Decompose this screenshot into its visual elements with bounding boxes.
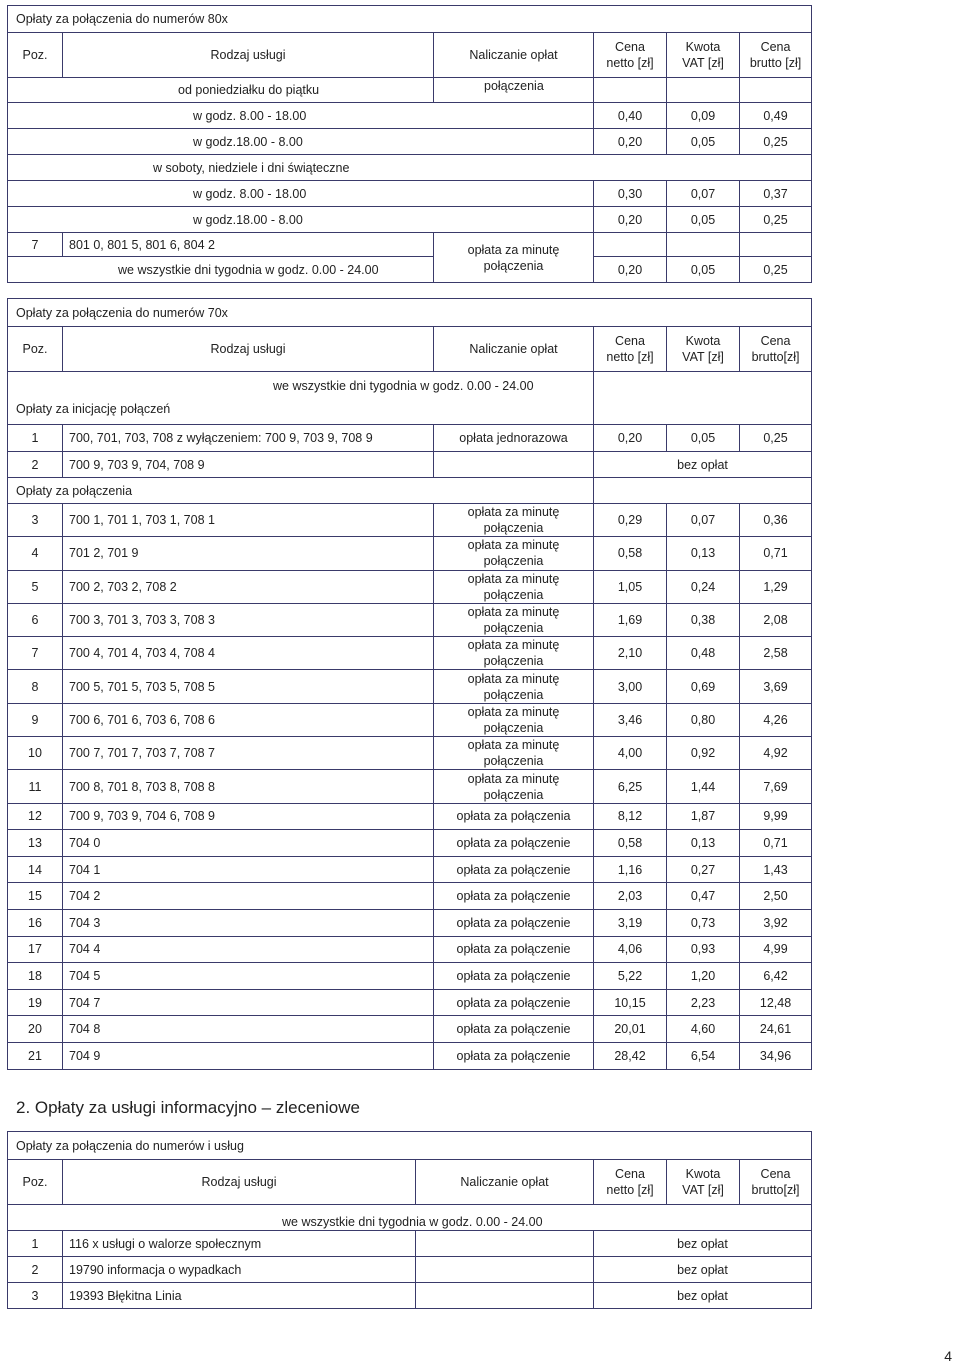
row-poz: 20 xyxy=(8,1016,63,1043)
price-netto: 20,01 xyxy=(594,1016,667,1043)
row-poz: 10 xyxy=(8,737,63,770)
price-vat: 0,73 xyxy=(667,910,740,937)
row-numbers: 704 3 xyxy=(63,910,434,937)
price-netto: 2,10 xyxy=(594,637,667,670)
table-row xyxy=(8,1016,812,1043)
price-vat: 0,47 xyxy=(667,883,740,910)
price-brutto: 4,26 xyxy=(740,703,812,736)
naliczanie-line: połączenia xyxy=(483,754,544,769)
price-free: bez opłat xyxy=(594,1257,812,1283)
price-brutto: 0,49 xyxy=(740,103,812,129)
price-netto: 1,05 xyxy=(594,570,667,603)
col-vat: Kwota VAT [zł] xyxy=(667,1160,740,1205)
table-row xyxy=(8,803,812,830)
table-row xyxy=(8,1283,812,1309)
price-vat: 0,38 xyxy=(667,603,740,636)
row-numbers: 700 8, 701 8, 703 8, 708 8 xyxy=(63,770,434,803)
price-brutto: 7,69 xyxy=(740,770,812,803)
table-row xyxy=(8,1043,812,1070)
table-row xyxy=(8,737,812,770)
price-brutto: 1,43 xyxy=(740,856,812,883)
price-netto: 3,46 xyxy=(594,703,667,736)
table-row xyxy=(8,670,812,703)
table-row xyxy=(8,504,812,537)
naliczanie-cell: połączenia xyxy=(434,78,594,103)
row-numbers: 704 0 xyxy=(63,830,434,857)
table-70x xyxy=(7,298,812,1070)
col-netto: Cena netto [zł] xyxy=(594,33,667,78)
price-brutto: 6,42 xyxy=(740,963,812,990)
row-numbers: 704 9 xyxy=(63,1043,434,1070)
price-netto: 0,30 xyxy=(594,181,667,207)
table-row xyxy=(8,989,812,1016)
col-vat: Kwota VAT [zł] xyxy=(667,33,740,78)
naliczanie-cell xyxy=(434,703,594,736)
naliczanie-cell xyxy=(434,670,594,703)
row-numbers: 704 5 xyxy=(63,963,434,990)
col-brutto: Cena brutto[zł] xyxy=(740,1160,812,1205)
price-brutto: 0,25 xyxy=(740,257,812,283)
price-brutto: 12,48 xyxy=(740,989,812,1016)
table-row xyxy=(8,830,812,857)
price-free: bez opłat xyxy=(594,452,812,478)
row-name: 19790 informacja o wypadkach xyxy=(63,1257,416,1283)
table-row xyxy=(8,770,812,803)
table-row xyxy=(8,1231,812,1257)
naliczanie-cell: opłata jednorazowa xyxy=(434,425,594,452)
row-poz: 2 xyxy=(8,1257,63,1283)
price-vat: 0,07 xyxy=(667,504,740,537)
row-weekend-label: w soboty, niedziele i dni świąteczne xyxy=(8,155,812,181)
table-row xyxy=(8,856,812,883)
price-netto: 3,00 xyxy=(594,670,667,703)
price-netto: 10,15 xyxy=(594,989,667,1016)
col-rodzaj: Rodzaj usługi xyxy=(63,33,434,78)
price-netto: 0,29 xyxy=(594,504,667,537)
col-netto: Cena netto [zł] xyxy=(594,327,667,372)
naliczanie-cell xyxy=(416,1283,594,1309)
naliczanie-cell: opłata za połączenie xyxy=(434,963,594,990)
naliczanie-line: połączenia xyxy=(483,720,544,735)
price-vat: 1,87 xyxy=(667,803,740,830)
price-netto: 6,25 xyxy=(594,770,667,803)
naliczanie-cell: opłata za połączenia xyxy=(434,803,594,830)
naliczanie-cell xyxy=(416,1231,594,1257)
naliczanie-line: opłata za minutę xyxy=(467,605,560,620)
naliczanie-cell xyxy=(434,603,594,636)
row-label: w godz. 8.00 - 18.00 xyxy=(8,103,594,129)
row-numbers: 704 7 xyxy=(63,989,434,1016)
row-when: we wszystkie dni tygodnia w godz. 0.00 - 24.00 xyxy=(273,379,534,393)
price-vat: 0,93 xyxy=(667,936,740,963)
naliczanie-line: opłata za minutę xyxy=(467,505,560,520)
price-vat: 0,80 xyxy=(667,703,740,736)
row-poz: 7 xyxy=(8,637,63,670)
naliczanie-line: opłata za minutę xyxy=(467,738,560,753)
price-brutto: 0,71 xyxy=(740,830,812,857)
price-netto: 0,58 xyxy=(594,830,667,857)
price-netto: 1,69 xyxy=(594,603,667,636)
price-netto: 5,22 xyxy=(594,963,667,990)
naliczanie-cell: opłata za połączenie xyxy=(434,910,594,937)
price-brutto: 0,25 xyxy=(740,207,812,233)
col-naliczanie: Naliczanie opłat xyxy=(434,33,594,78)
naliczanie-line: opłata za minutę xyxy=(467,704,560,719)
price-vat: 0,24 xyxy=(667,570,740,603)
naliczanie-cell: opłata za połączenie xyxy=(434,936,594,963)
row-poz: 1 xyxy=(8,1231,63,1257)
table-row xyxy=(8,910,812,937)
col-brutto: Cena brutto [zł] xyxy=(740,33,812,78)
price-vat: 0,48 xyxy=(667,637,740,670)
price-netto: 0,20 xyxy=(594,129,667,155)
price-brutto: 0,37 xyxy=(740,181,812,207)
row-poz: 19 xyxy=(8,989,63,1016)
row-poz: 12 xyxy=(8,803,63,830)
price-netto: 3,19 xyxy=(594,910,667,937)
row-numbers: 700 9, 703 9, 704, 708 9 xyxy=(63,452,434,478)
col-poz: Poz. xyxy=(8,327,63,372)
price-netto: 8,12 xyxy=(594,803,667,830)
price-netto: 1,16 xyxy=(594,856,667,883)
price-vat: 0,27 xyxy=(667,856,740,883)
row-when: we wszystkie dni tygodnia w godz. 0.00 - 24.00 xyxy=(8,257,434,283)
row-label: w godz. 8.00 - 18.00 xyxy=(8,181,594,207)
table-title: Opłaty za połączenia do numerów 70x xyxy=(8,299,812,327)
price-vat: 0,05 xyxy=(667,207,740,233)
price-brutto: 0,25 xyxy=(740,129,812,155)
row-numbers: 700, 701, 703, 708 z wyłączeniem: 700 9, 703 9, 708 9 xyxy=(63,425,434,452)
table-title: Opłaty za połączenia do numerów i usług xyxy=(8,1132,812,1160)
section-label: Opłaty za połączenia xyxy=(8,478,594,504)
page-number: 4 xyxy=(944,1348,952,1364)
price-brutto: 0,25 xyxy=(740,425,812,452)
naliczanie-line: połączenia xyxy=(483,687,544,702)
naliczanie-line: połączenia xyxy=(483,654,544,669)
table-title: Opłaty za połączenia do numerów 80x xyxy=(8,6,812,33)
row-numbers: 700 3, 701 3, 703 3, 708 3 xyxy=(63,603,434,636)
row-numbers: 700 6, 701 6, 703 6, 708 6 xyxy=(63,703,434,736)
naliczanie-cell xyxy=(434,637,594,670)
naliczanie-cell xyxy=(434,770,594,803)
price-vat: 0,69 xyxy=(667,670,740,703)
price-free: bez opłat xyxy=(594,1231,812,1257)
price-brutto: 4,92 xyxy=(740,737,812,770)
price-vat: 1,44 xyxy=(667,770,740,803)
row-name: 19393 Błękitna Linia xyxy=(63,1283,416,1309)
naliczanie-line: opłata za minutę xyxy=(467,538,560,553)
table-row xyxy=(8,883,812,910)
col-naliczanie: Naliczanie opłat xyxy=(416,1160,594,1205)
initiation-group xyxy=(8,372,594,425)
col-vat: Kwota VAT [zł] xyxy=(667,327,740,372)
row-poz: 1 xyxy=(8,425,63,452)
price-brutto: 4,99 xyxy=(740,936,812,963)
row-numbers: 700 1, 701 1, 703 1, 708 1 xyxy=(63,504,434,537)
row-numbers: 700 4, 701 4, 703 4, 708 4 xyxy=(63,637,434,670)
price-brutto: 2,08 xyxy=(740,603,812,636)
price-netto: 0,58 xyxy=(594,537,667,570)
col-naliczanie: Naliczanie opłat xyxy=(434,327,594,372)
naliczanie-line: połączenia xyxy=(483,521,544,536)
row-poz: 18 xyxy=(8,963,63,990)
price-brutto: 0,71 xyxy=(740,537,812,570)
price-netto: 28,42 xyxy=(594,1043,667,1070)
naliczanie-cell xyxy=(434,737,594,770)
table-row xyxy=(8,570,812,603)
row-numbers: 704 4 xyxy=(63,936,434,963)
row-numbers: 801 0, 801 5, 801 6, 804 2 xyxy=(63,233,434,257)
row-numbers: 700 9, 703 9, 704 6, 708 9 xyxy=(63,803,434,830)
section-label: Opłaty za inicjację połączeń xyxy=(16,402,171,416)
table-80x xyxy=(7,5,812,283)
price-vat: 1,20 xyxy=(667,963,740,990)
price-brutto: 0,36 xyxy=(740,504,812,537)
row-label: w godz.18.00 - 8.00 xyxy=(8,207,594,233)
naliczanie-cell xyxy=(416,1257,594,1283)
price-netto: 0,20 xyxy=(594,425,667,452)
row-poz: 5 xyxy=(8,570,63,603)
price-brutto: 3,92 xyxy=(740,910,812,937)
row-poz: 8 xyxy=(8,670,63,703)
row-numbers: 700 7, 701 7, 703 7, 708 7 xyxy=(63,737,434,770)
col-rodzaj: Rodzaj usługi xyxy=(63,327,434,372)
row-poz: 4 xyxy=(8,537,63,570)
table-row xyxy=(8,603,812,636)
naliczanie-line: opłata za minutę xyxy=(467,571,560,586)
price-vat: 4,60 xyxy=(667,1016,740,1043)
price-vat: 0,13 xyxy=(667,830,740,857)
naliczanie-line: połączenia xyxy=(483,554,544,569)
naliczanie-cell xyxy=(434,537,594,570)
price-free: bez opłat xyxy=(594,1283,812,1309)
row-numbers: 700 2, 703 2, 708 2 xyxy=(63,570,434,603)
col-poz: Poz. xyxy=(8,33,63,78)
price-vat: 0,07 xyxy=(667,181,740,207)
row-poz: 6 xyxy=(8,603,63,636)
naliczanie-line: połączenia xyxy=(483,621,544,636)
naliczanie-cell: opłata za połączenie xyxy=(434,883,594,910)
naliczanie-line: opłata za minutę xyxy=(467,771,560,786)
price-brutto: 9,99 xyxy=(740,803,812,830)
naliczanie-cell: opłata za minutę połączenia xyxy=(434,233,594,283)
price-netto: 0,40 xyxy=(594,103,667,129)
price-vat: 6,54 xyxy=(667,1043,740,1070)
row-numbers: 701 2, 701 9 xyxy=(63,537,434,570)
row-poz: 9 xyxy=(8,703,63,736)
row-numbers: 704 2 xyxy=(63,883,434,910)
price-netto: 4,00 xyxy=(594,737,667,770)
row-label: w godz.18.00 - 8.00 xyxy=(8,129,594,155)
row-poz: 14 xyxy=(8,856,63,883)
row-poz: 16 xyxy=(8,910,63,937)
price-brutto: 2,50 xyxy=(740,883,812,910)
row-numbers: 704 8 xyxy=(63,1016,434,1043)
row-poz: 13 xyxy=(8,830,63,857)
row-numbers: 700 5, 701 5, 703 5, 708 5 xyxy=(63,670,434,703)
naliczanie-line: opłata za minutę xyxy=(467,638,560,653)
price-brutto: 24,61 xyxy=(740,1016,812,1043)
price-vat: 0,09 xyxy=(667,103,740,129)
price-netto: 0,20 xyxy=(594,257,667,283)
naliczanie-line: opłata za minutę xyxy=(467,671,560,686)
col-rodzaj: Rodzaj usługi xyxy=(63,1160,416,1205)
naliczanie-cell: opłata za połączenie xyxy=(434,856,594,883)
naliczanie-line: połączenia xyxy=(483,587,544,602)
price-vat: 0,05 xyxy=(667,129,740,155)
naliczanie-cell: opłata za połączenie xyxy=(434,1043,594,1070)
price-brutto: 3,69 xyxy=(740,670,812,703)
row-poz: 3 xyxy=(8,1283,63,1309)
row-poz: 11 xyxy=(8,770,63,803)
price-netto: 2,03 xyxy=(594,883,667,910)
row-poz: 7 xyxy=(8,233,63,257)
row-poz: 3 xyxy=(8,504,63,537)
price-vat: 0,05 xyxy=(667,425,740,452)
row-poz: 15 xyxy=(8,883,63,910)
naliczanie-cell xyxy=(434,570,594,603)
row-numbers: 704 1 xyxy=(63,856,434,883)
naliczanie-cell: opłata za połączenie xyxy=(434,830,594,857)
col-poz: Poz. xyxy=(8,1160,63,1205)
price-netto: 0,20 xyxy=(594,207,667,233)
price-vat: 0,05 xyxy=(667,257,740,283)
table-row xyxy=(8,963,812,990)
price-vat: 2,23 xyxy=(667,989,740,1016)
price-brutto: 34,96 xyxy=(740,1043,812,1070)
col-netto: Cena netto [zł] xyxy=(594,1160,667,1205)
row-name: 116 x usługi o walorze społecznym xyxy=(63,1231,416,1257)
naliczanie-cell: opłata za połączenie xyxy=(434,1016,594,1043)
price-vat: 0,92 xyxy=(667,737,740,770)
col-brutto: Cena brutto[zł] xyxy=(740,327,812,372)
naliczanie-cell: opłata za połączenie xyxy=(434,989,594,1016)
naliczanie-cell xyxy=(434,504,594,537)
price-brutto: 2,58 xyxy=(740,637,812,670)
row-when: we wszystkie dni tygodnia w godz. 0.00 - 24.00 xyxy=(8,1205,812,1231)
table-row xyxy=(8,936,812,963)
table-info xyxy=(7,1131,812,1309)
price-netto: 4,06 xyxy=(594,936,667,963)
table-row xyxy=(8,1257,812,1283)
row-poz: 17 xyxy=(8,936,63,963)
row-poz: 2 xyxy=(8,452,63,478)
price-vat: 0,13 xyxy=(667,537,740,570)
table-row xyxy=(8,537,812,570)
table-row xyxy=(8,703,812,736)
table-row xyxy=(8,637,812,670)
section-heading: 2. Opłaty za usługi informacyjno – zleceniowe xyxy=(16,1098,360,1117)
price-brutto: 1,29 xyxy=(740,570,812,603)
row-weekdays-label: od poniedziałku do piątku xyxy=(8,78,434,103)
naliczanie-line: połączenia xyxy=(483,787,544,802)
row-poz: 21 xyxy=(8,1043,63,1070)
